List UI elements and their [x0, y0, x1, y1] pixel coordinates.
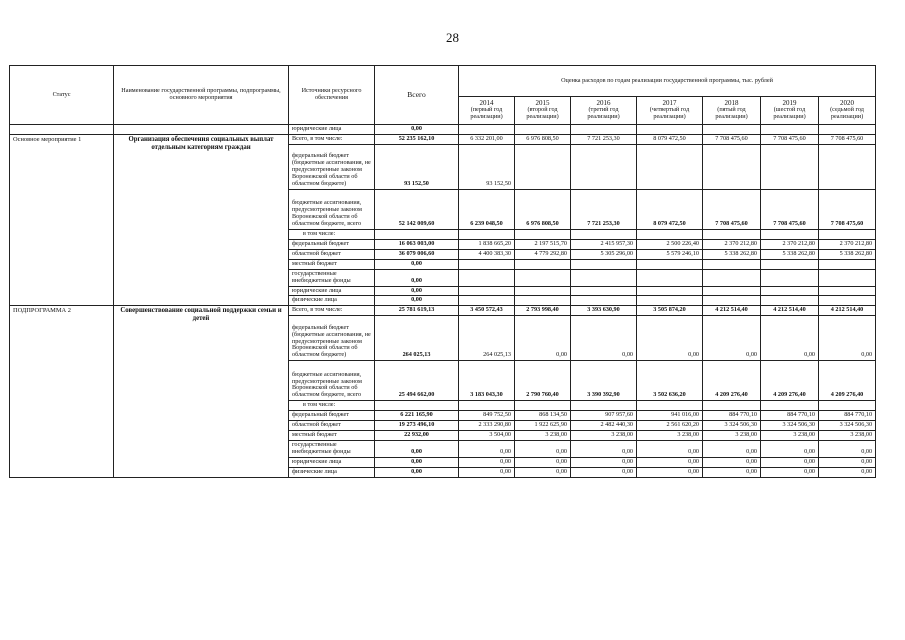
value-cell: 2 370 212,80	[703, 239, 761, 249]
value-cell	[819, 269, 876, 286]
value-cell: 7 708 475,60	[703, 134, 761, 144]
header-name: Наименование государственной программы, подпрограммы, основного мероприятия	[114, 66, 289, 125]
value-cell: 3 502 636,20	[637, 361, 703, 401]
value-cell	[571, 259, 637, 269]
value-cell: 0,00	[515, 467, 571, 477]
source-cell: юридические лица	[289, 125, 375, 135]
value-cell: 6 332 201,00	[459, 134, 515, 144]
value-cell	[761, 269, 819, 286]
value-cell	[761, 401, 819, 411]
value-cell: 0,00	[515, 441, 571, 458]
value-cell	[459, 296, 515, 306]
header-row-1	[10, 66, 876, 97]
value-cell: 0,00	[571, 316, 637, 361]
value-cell	[515, 229, 571, 239]
value-cell: 884 770,10	[761, 411, 819, 421]
value-cell	[819, 401, 876, 411]
value-cell: 0,00	[637, 441, 703, 458]
value-cell: 0,00	[637, 316, 703, 361]
header-year-cell	[637, 97, 703, 125]
value-cell	[459, 259, 515, 269]
total-cell	[375, 401, 459, 411]
value-cell	[459, 125, 515, 135]
value-cell	[761, 125, 819, 135]
value-cell: 5 338 262,80	[761, 249, 819, 259]
value-cell: 6 976 808,50	[515, 134, 571, 144]
value-cell: 0,00	[761, 467, 819, 477]
header-year-cell	[459, 97, 515, 125]
value-cell: 2 333 290,80	[459, 421, 515, 431]
value-cell	[819, 229, 876, 239]
header-year-cell	[571, 97, 637, 125]
header-source: Источники ресурсного обеспечения	[289, 66, 375, 125]
header-year-label: (четвертый год реализации)	[649, 106, 690, 121]
table-row	[10, 134, 876, 144]
value-cell	[571, 229, 637, 239]
value-cell	[819, 286, 876, 296]
total-cell: 0,00	[375, 125, 459, 135]
value-cell: 0,00	[819, 316, 876, 361]
source-cell: федеральный бюджет	[289, 411, 375, 421]
value-cell	[515, 144, 571, 189]
value-cell	[515, 125, 571, 135]
value-cell: 5 579 246,10	[637, 249, 703, 259]
value-cell	[761, 259, 819, 269]
total-cell: 16 063 003,00	[375, 239, 459, 249]
source-cell: физические лица	[289, 467, 375, 477]
value-cell	[761, 229, 819, 239]
value-cell: 0,00	[703, 316, 761, 361]
value-cell: 6 976 808,50	[515, 189, 571, 229]
value-cell: 3 324 506,30	[819, 421, 876, 431]
value-cell	[637, 296, 703, 306]
header-status: Статус	[10, 66, 114, 125]
value-cell: 8 079 472,50	[637, 189, 703, 229]
value-cell: 2 793 998,40	[515, 306, 571, 316]
header-year: 2020	[840, 98, 855, 107]
value-cell	[459, 269, 515, 286]
value-cell	[819, 259, 876, 269]
value-cell	[637, 269, 703, 286]
value-cell: 264 025,13	[459, 316, 515, 361]
value-cell: 0,00	[761, 441, 819, 458]
value-cell: 4 779 292,80	[515, 249, 571, 259]
value-cell	[761, 286, 819, 296]
value-cell: 4 400 383,30	[459, 249, 515, 259]
value-cell: 0,00	[571, 467, 637, 477]
total-cell: 25 494 662,00	[375, 361, 459, 401]
value-cell	[515, 286, 571, 296]
value-cell: 4 212 514,40	[819, 306, 876, 316]
value-cell: 0,00	[515, 316, 571, 361]
value-cell	[703, 259, 761, 269]
value-cell: 0,00	[571, 457, 637, 467]
value-cell	[819, 144, 876, 189]
header-year-label: (третий год реализации)	[587, 106, 620, 121]
value-cell	[515, 401, 571, 411]
value-cell	[761, 144, 819, 189]
status-cell	[10, 125, 114, 135]
value-cell: 7 708 475,60	[819, 189, 876, 229]
value-cell: 1 922 625,90	[515, 421, 571, 431]
table-row	[10, 125, 876, 135]
header-year: 2016	[596, 98, 611, 107]
value-cell	[703, 125, 761, 135]
value-cell: 0,00	[761, 457, 819, 467]
total-cell: 0,00	[375, 259, 459, 269]
value-cell: 4 209 276,40	[703, 361, 761, 401]
value-cell: 4 209 276,40	[819, 361, 876, 401]
value-cell	[703, 401, 761, 411]
resource-table	[9, 65, 876, 478]
value-cell	[515, 259, 571, 269]
value-cell: 3 324 506,30	[761, 421, 819, 431]
value-cell: 3 324 506,30	[703, 421, 761, 431]
value-cell: 3 504,00	[459, 431, 515, 441]
value-cell: 3 390 392,90	[571, 361, 637, 401]
value-cell: 2 500 226,40	[637, 239, 703, 249]
header-year-label: (шестой год реализации)	[773, 106, 806, 121]
source-cell: бюджетные ассигнования, предусмотренные законом Воронежской области об областном бюджете, всего	[289, 361, 375, 401]
value-cell: 3 238,00	[571, 431, 637, 441]
value-cell	[637, 401, 703, 411]
value-cell	[703, 286, 761, 296]
value-cell: 3 238,00	[703, 431, 761, 441]
value-cell	[571, 125, 637, 135]
source-cell: Всего, в том числе:	[289, 134, 375, 144]
value-cell: 0,00	[637, 467, 703, 477]
header-year: 2014	[479, 98, 494, 107]
header-year-label: (первый год реализации)	[470, 106, 503, 121]
name-cell	[114, 125, 289, 135]
total-cell: 93 152,50	[375, 144, 459, 189]
total-cell: 0,00	[375, 296, 459, 306]
value-cell	[571, 296, 637, 306]
total-cell: 0,00	[375, 286, 459, 296]
value-cell: 5 338 262,80	[819, 249, 876, 259]
value-cell: 4 209 276,40	[761, 361, 819, 401]
value-cell: 849 752,50	[459, 411, 515, 421]
value-cell	[637, 144, 703, 189]
value-cell: 884 770,10	[819, 411, 876, 421]
value-cell	[637, 259, 703, 269]
value-cell: 7 708 475,60	[819, 134, 876, 144]
value-cell: 2 790 760,40	[515, 361, 571, 401]
value-cell: 0,00	[703, 467, 761, 477]
header-year-cell	[703, 97, 761, 125]
source-cell: бюджетные ассигнования, предусмотренные законом Воронежской области об областном бюджете, всего	[289, 189, 375, 229]
status-cell: Основное мероприятие 1	[10, 134, 114, 305]
header-year-label: (пятый год реализации)	[715, 106, 748, 121]
value-cell: 3 238,00	[637, 431, 703, 441]
source-cell: юридические лица	[289, 286, 375, 296]
value-cell: 2 415 957,30	[571, 239, 637, 249]
total-cell: 52 235 162,10	[375, 134, 459, 144]
total-cell: 6 221 165,90	[375, 411, 459, 421]
total-cell: 25 781 619,13	[375, 306, 459, 316]
source-cell: областной бюджет	[289, 249, 375, 259]
header-year: 2015	[535, 98, 550, 107]
total-cell: 36 079 006,60	[375, 249, 459, 259]
value-cell: 4 212 514,40	[761, 306, 819, 316]
header-estimate: Оценка расходов по годам реализации государственной программы, тыс. рублей	[459, 66, 876, 97]
value-cell: 868 134,50	[515, 411, 571, 421]
value-cell: 3 238,00	[761, 431, 819, 441]
source-cell: областной бюджет	[289, 421, 375, 431]
value-cell	[637, 125, 703, 135]
total-cell: 0,00	[375, 467, 459, 477]
value-cell: 7 708 475,60	[761, 134, 819, 144]
value-cell	[571, 269, 637, 286]
source-cell: юридические лица	[289, 457, 375, 467]
source-cell: федеральный бюджет (бюджетные ассигнования, не предусмотренные законом Воронежской области об областном бюджете)	[289, 144, 375, 189]
status-cell: ПОДПРОГРАММА 2	[10, 306, 114, 477]
header-year-label: (второй год реализации)	[526, 106, 559, 121]
header-year-cell	[515, 97, 571, 125]
total-cell	[375, 229, 459, 239]
source-cell: местный бюджет	[289, 259, 375, 269]
value-cell	[703, 144, 761, 189]
value-cell	[459, 286, 515, 296]
name-cell: Организация обеспечения социальных выплат отдельным категориям граждан	[114, 134, 289, 305]
header-year-cell	[819, 97, 876, 125]
value-cell: 6 239 048,50	[459, 189, 515, 229]
source-cell: федеральный бюджет (бюджетные ассигнования, не предусмотренные законом Воронежской области об областном бюджете)	[289, 316, 375, 361]
value-cell: 884 770,10	[703, 411, 761, 421]
value-cell: 0,00	[459, 441, 515, 458]
value-cell	[515, 296, 571, 306]
value-cell: 2 561 620,20	[637, 421, 703, 431]
value-cell: 0,00	[703, 457, 761, 467]
header-total: Всего	[375, 66, 459, 125]
value-cell: 0,00	[819, 441, 876, 458]
value-cell: 0,00	[637, 457, 703, 467]
value-cell: 941 016,00	[637, 411, 703, 421]
value-cell: 7 721 253,30	[571, 134, 637, 144]
value-cell: 0,00	[819, 467, 876, 477]
value-cell: 3 505 874,20	[637, 306, 703, 316]
value-cell: 907 957,60	[571, 411, 637, 421]
table-body	[10, 125, 876, 478]
value-cell	[459, 401, 515, 411]
value-cell	[571, 401, 637, 411]
value-cell	[819, 125, 876, 135]
value-cell: 3 183 043,30	[459, 361, 515, 401]
total-cell: 52 142 009,60	[375, 189, 459, 229]
header-year: 2017	[662, 98, 677, 107]
table-row	[10, 306, 876, 316]
value-cell	[637, 229, 703, 239]
value-cell: 2 370 212,80	[761, 239, 819, 249]
value-cell: 0,00	[571, 441, 637, 458]
header-year: 2018	[724, 98, 739, 107]
value-cell: 2 482 440,30	[571, 421, 637, 431]
page-number: 28	[446, 30, 459, 45]
value-cell: 0,00	[819, 457, 876, 467]
source-cell: физические лица	[289, 296, 375, 306]
value-cell	[459, 229, 515, 239]
value-cell	[515, 269, 571, 286]
value-cell	[571, 286, 637, 296]
value-cell: 5 305 296,00	[571, 249, 637, 259]
source-cell: государственные внебюджетные фонды	[289, 269, 375, 286]
value-cell	[703, 296, 761, 306]
header-year: 2019	[782, 98, 797, 107]
value-cell: 93 152,50	[459, 144, 515, 189]
total-cell: 264 025,13	[375, 316, 459, 361]
value-cell: 0,00	[703, 441, 761, 458]
header-year-label: (седьмой год реализации)	[830, 106, 864, 121]
source-cell: в том числе:	[289, 229, 375, 239]
name-cell: Совершенствование социальной поддержки семьи и детей	[114, 306, 289, 477]
total-cell: 22 932,00	[375, 431, 459, 441]
value-cell	[571, 144, 637, 189]
total-cell: 0,00	[375, 457, 459, 467]
total-cell: 19 273 496,10	[375, 421, 459, 431]
value-cell	[819, 296, 876, 306]
total-cell: 0,00	[375, 441, 459, 458]
value-cell	[703, 229, 761, 239]
source-cell: местный бюджет	[289, 431, 375, 441]
value-cell: 4 212 514,40	[703, 306, 761, 316]
value-cell	[703, 269, 761, 286]
value-cell: 7 708 475,60	[761, 189, 819, 229]
value-cell: 0,00	[515, 457, 571, 467]
value-cell: 0,00	[459, 457, 515, 467]
source-cell: Всего, в том числе:	[289, 306, 375, 316]
source-cell: государственные внебюджетные фонды	[289, 441, 375, 458]
total-cell: 0,00	[375, 269, 459, 286]
value-cell: 5 338 262,80	[703, 249, 761, 259]
value-cell: 7 721 253,30	[571, 189, 637, 229]
header-year-cell	[761, 97, 819, 125]
value-cell: 2 197 515,70	[515, 239, 571, 249]
value-cell: 3 450 572,43	[459, 306, 515, 316]
value-cell	[637, 286, 703, 296]
value-cell: 0,00	[459, 467, 515, 477]
value-cell	[761, 296, 819, 306]
value-cell: 8 079 472,50	[637, 134, 703, 144]
value-cell: 7 708 475,60	[703, 189, 761, 229]
value-cell: 3 238,00	[515, 431, 571, 441]
source-cell: в том числе:	[289, 401, 375, 411]
value-cell: 3 238,00	[819, 431, 876, 441]
value-cell: 3 393 630,90	[571, 306, 637, 316]
value-cell: 0,00	[761, 316, 819, 361]
source-cell: федеральный бюджет	[289, 239, 375, 249]
value-cell: 2 370 212,80	[819, 239, 876, 249]
value-cell: 1 838 665,20	[459, 239, 515, 249]
